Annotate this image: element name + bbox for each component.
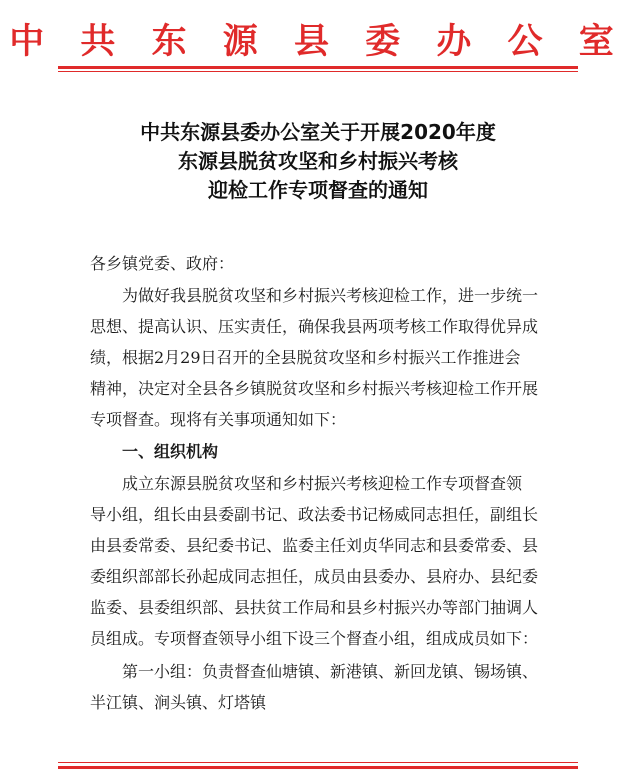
para2-line-6: 员组成。专项督查领导小组下设三个督查小组，组成成员如下： (90, 629, 539, 648)
para1-line-5: 专项督查。现将有关事项通知如下： (90, 410, 347, 429)
notice-title-line-3: 迎检工作专项督查的通知 (208, 178, 428, 202)
para1-line-2: 思想、提高认识、压实责任，确保我县两项考核工作取得优异成 (90, 317, 539, 336)
notice-title-line-1: 中共东源县委办公室关于开展2020年度 (140, 120, 496, 144)
para1-line-3: 绩，根据2月29日召开的全县脱贫攻坚和乡村振兴工作推进会 (90, 348, 521, 367)
red-rule-top-thick (58, 66, 578, 69)
salutation: 各乡镇党委、政府： (90, 254, 235, 273)
para2-line-1: 成立东源县脱贫攻坚和乡村振兴考核迎检工作专项督查领 (122, 474, 523, 493)
notice-title-line-2: 东源县脱贫攻坚和乡村振兴考核 (178, 149, 458, 173)
para2-line-2: 导小组，组长由县委副书记、政法委书记杨威同志担任，副组长 (90, 505, 539, 524)
red-rule-top-thin (58, 71, 578, 72)
para2-line-4: 委组织部部长孙起成同志担任，成员由县委办、县府办、县纪委 (90, 567, 539, 586)
para3-line-2: 半江镇、涧头镇、灯塔镇 (90, 693, 267, 712)
para3-line-1: 第一小组：负责督查仙塘镇、新港镇、新回龙镇、锡场镇、 (122, 662, 539, 681)
para1-line-4: 精神，决定对全县各乡镇脱贫攻坚和乡村振兴考核迎检工作开展 (90, 379, 539, 398)
red-rule-bottom-thin (58, 762, 578, 763)
para2-line-3: 由县委常委、县纪委书记、监委主任刘贞华同志和县委常委、县 (90, 536, 539, 555)
para2-line-5: 监委、县委组织部、县扶贫工作局和县乡村振兴办等部门抽调人 (90, 598, 539, 617)
para1-line-1: 为做好我县脱贫攻坚和乡村振兴考核迎检工作，进一步统一 (122, 286, 539, 305)
letterhead-title: 中 共 东 源 县 委 办 公 室 (9, 22, 626, 62)
section-heading-organization: 一、组织机构 (122, 442, 219, 461)
red-rule-bottom-thick (58, 766, 578, 769)
